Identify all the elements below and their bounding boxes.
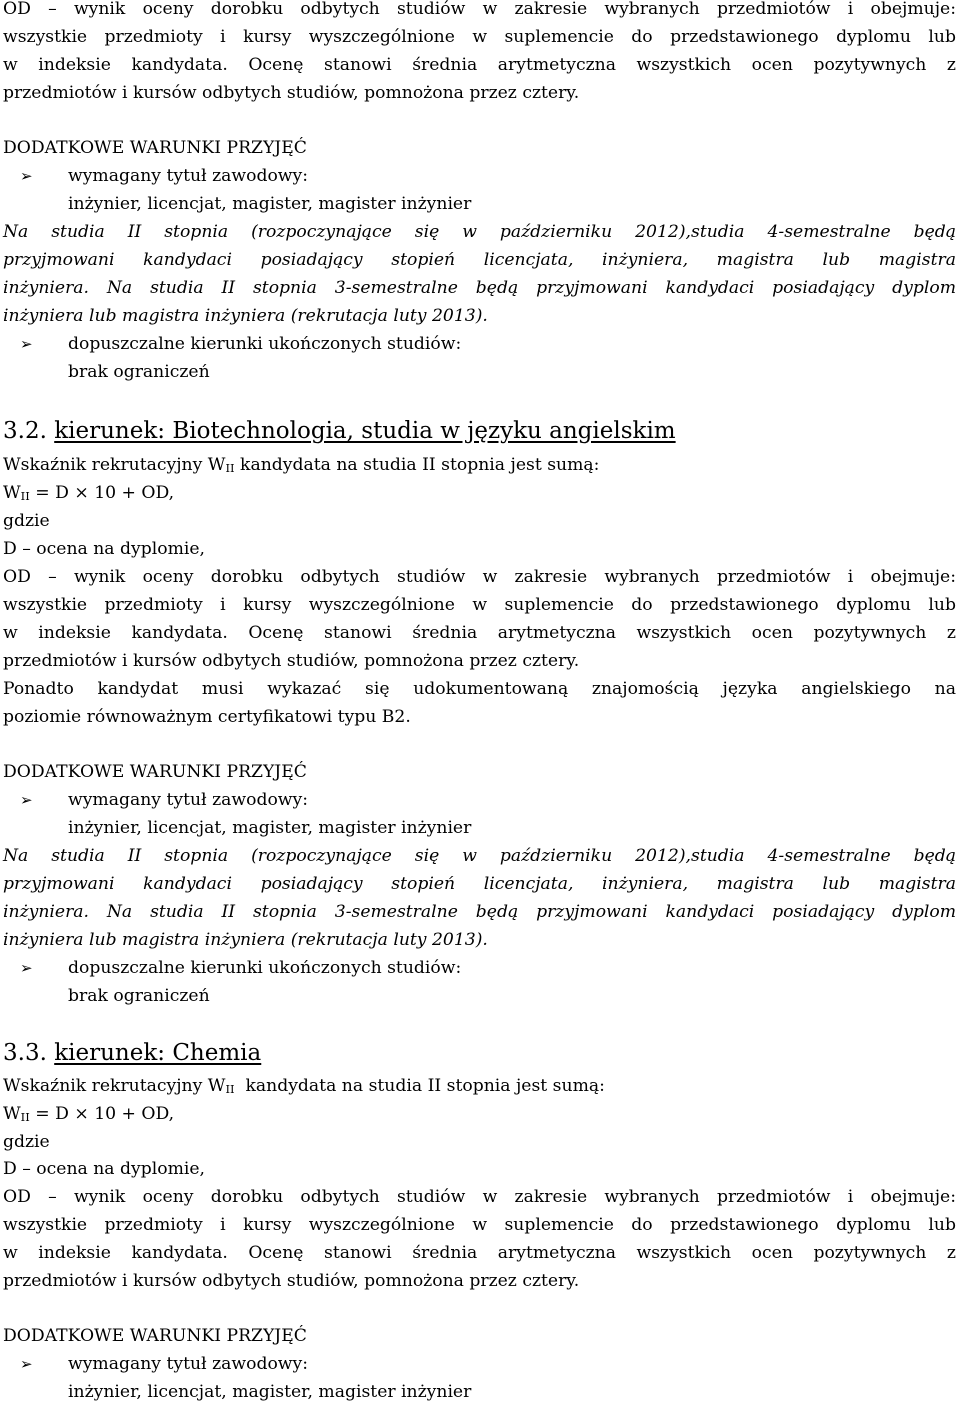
od-line: w indeksie kandydata. Ocenę stanowi średnia arytmetyczna wszystkich ocen pozytywnych z bbox=[3, 623, 956, 643]
required-degree-bullet bbox=[20, 162, 956, 190]
d-definition: D – ocena na dyplomie, bbox=[3, 1159, 205, 1179]
conditions-heading: DODATKOWE WARUNKI PRZYJĘĆ bbox=[3, 762, 307, 782]
required-degree-label: wymagany tytuł zawodowy: bbox=[68, 166, 309, 186]
od-line: wszystkie przedmioty i kursy wyszczególnione w suplemencie do przedstawionego dyplomu lub bbox=[3, 1215, 956, 1235]
od-line: wszystkie przedmioty i kursy wyszczególnione w suplemencie do przedstawionego dyplomu lub bbox=[3, 595, 956, 615]
required-degree-bullet bbox=[20, 1350, 956, 1378]
indicator-line: Wskaźnik rekrutacyjny $W_{II}$ kandydata na studia II stopnia jest sumą: bbox=[3, 1076, 605, 1096]
arrow-bullet-icon: ➢ bbox=[20, 791, 33, 809]
conditions-heading: DODATKOWE WARUNKI PRZYJĘĆ bbox=[3, 1326, 307, 1346]
intro-line: OD – wynik oceny dorobku odbytych studiów w zakresie wybranych przedmiotów i obejmuje: bbox=[3, 0, 956, 19]
note-line: przyjmowani kandydaci posiadający stopień licencjata, inżyniera, magistra lub magistra bbox=[3, 250, 956, 270]
section-3-2-heading bbox=[3, 415, 956, 447]
od-line: OD – wynik oceny dorobku odbytych studiów w zakresie wybranych przedmiotów i obejmuje: bbox=[3, 567, 956, 587]
required-degree-label: wymagany tytuł zawodowy: bbox=[68, 790, 309, 810]
intro-line: przedmiotów i kursów odbytych studiów, pomnożona przez cztery. bbox=[3, 83, 580, 103]
language-line: Ponadto kandydat musi wykazać się udokumentowaną znajomością języka angielskiego na bbox=[3, 679, 956, 699]
allowed-fields-label: dopuszczalne kierunki ukończonych studiów: bbox=[68, 958, 462, 978]
note-line: inżyniera lub magistra inżyniera (rekrutacja luty 2013). bbox=[3, 930, 488, 950]
intro-line: w indeksie kandydata. Ocenę stanowi średnia arytmetyczna wszystkich ocen pozytywnych z bbox=[3, 55, 956, 75]
required-degree-bullet bbox=[20, 786, 956, 814]
allowed-fields-value: brak ograniczeń bbox=[68, 362, 210, 382]
required-degree-value: inżynier, licencjat, magister, magister inżynier bbox=[68, 818, 472, 838]
od-line: przedmiotów i kursów odbytych studiów, pomnożona przez cztery. bbox=[3, 1271, 580, 1291]
formula-line: $W_{II} = D \times 10$ + OD, bbox=[3, 483, 175, 503]
section-title: kierunek: Chemia bbox=[54, 1040, 262, 1066]
arrow-bullet-icon: ➢ bbox=[20, 959, 33, 977]
where-label: gdzie bbox=[3, 511, 50, 531]
arrow-bullet-icon: ➢ bbox=[20, 1355, 33, 1373]
allowed-fields-bullet bbox=[20, 954, 956, 982]
note-line: przyjmowani kandydaci posiadający stopień licencjata, inżyniera, magistra lub magistra bbox=[3, 874, 956, 894]
section-number: 3.2. bbox=[3, 418, 47, 444]
intro-line: wszystkie przedmioty i kursy wyszczególnione w suplemencie do przedstawionego dyplomu lub bbox=[3, 27, 956, 47]
required-degree-value: inżynier, licencjat, magister, magister inżynier bbox=[68, 1382, 472, 1402]
note-line: Na studia II stopnia (rozpoczynające się w październiku 2012),studia 4-semestralne będą bbox=[3, 222, 956, 242]
required-degree-value: inżynier, licencjat, magister, magister inżynier bbox=[68, 194, 472, 214]
note-line: inżyniera lub magistra inżyniera (rekrutacja luty 2013). bbox=[3, 306, 488, 326]
od-line: przedmiotów i kursów odbytych studiów, pomnożona przez cztery. bbox=[3, 651, 580, 671]
note-line: Na studia II stopnia (rozpoczynające się w październiku 2012),studia 4-semestralne będą bbox=[3, 846, 956, 866]
allowed-fields-label: dopuszczalne kierunki ukończonych studiów: bbox=[68, 334, 462, 354]
note-line: inżyniera. Na studia II stopnia 3-semestralne będą przyjmowani kandydaci posiadający dyplom bbox=[3, 902, 956, 922]
allowed-fields-bullet bbox=[20, 330, 956, 358]
d-definition: D – ocena na dyplomie, bbox=[3, 539, 205, 559]
where-label: gdzie bbox=[3, 1132, 50, 1152]
od-line: OD – wynik oceny dorobku odbytych studiów w zakresie wybranych przedmiotów i obejmuje: bbox=[3, 1187, 956, 1207]
od-line: w indeksie kandydata. Ocenę stanowi średnia arytmetyczna wszystkich ocen pozytywnych z bbox=[3, 1243, 956, 1263]
indicator-line: Wskaźnik rekrutacyjny $W_{II}$ kandydata na studia II stopnia jest sumą: bbox=[3, 455, 600, 475]
required-degree-label: wymagany tytuł zawodowy: bbox=[68, 1354, 309, 1374]
language-line: poziomie równoważnym certyfikatowi typu B2. bbox=[3, 707, 411, 727]
arrow-bullet-icon: ➢ bbox=[20, 335, 33, 353]
section-title: kierunek: Biotechnologia, studia w języku angielskim bbox=[54, 418, 676, 444]
allowed-fields-value: brak ograniczeń bbox=[68, 986, 210, 1006]
section-number: 3.3. bbox=[3, 1040, 47, 1066]
formula-line: $W_{II} = D \times 10$ + OD, bbox=[3, 1104, 175, 1124]
section-3-3-heading bbox=[3, 1037, 956, 1069]
conditions-heading: DODATKOWE WARUNKI PRZYJĘĆ bbox=[3, 138, 307, 158]
arrow-bullet-icon: ➢ bbox=[20, 167, 33, 185]
note-line: inżyniera. Na studia II stopnia 3-semestralne będą przyjmowani kandydaci posiadający dyplom bbox=[3, 278, 956, 298]
